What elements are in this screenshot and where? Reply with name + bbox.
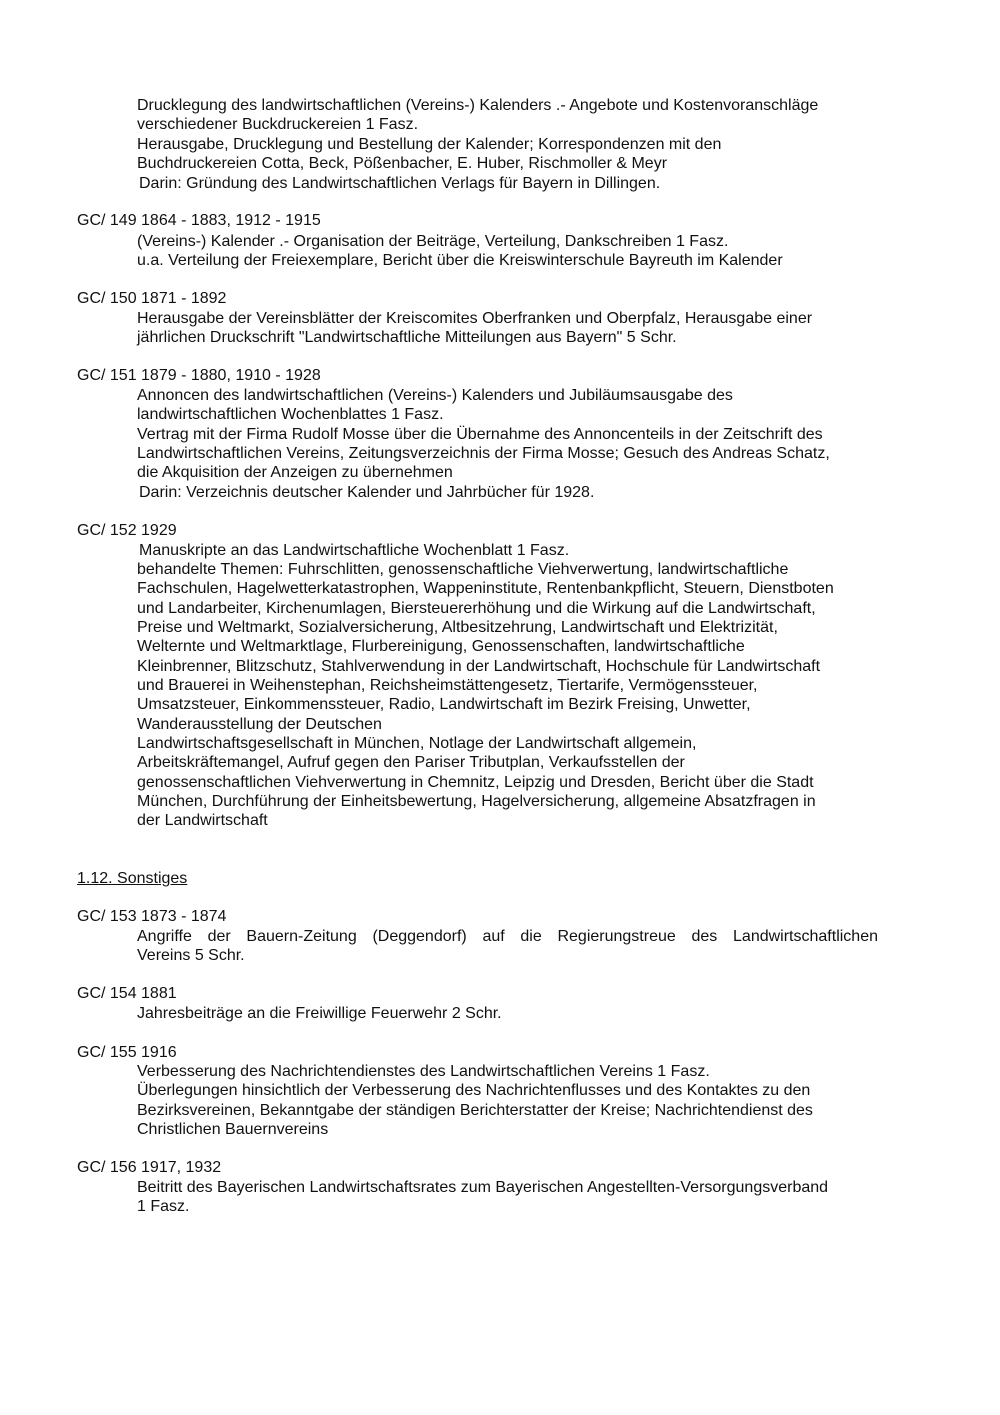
- entry-line: Fachschulen, Hagelwetterkatastrophen, Wappeninstitute, Rentenbankpflicht, Steuern, Dienstboten: [137, 580, 834, 597]
- entry-line: landwirtschaftlichen Wochenblattes 1 Fasz.: [137, 406, 444, 423]
- intro-line: verschiedener Buckdruckereien 1 Fasz.: [137, 116, 419, 133]
- entry-line: Kleinbrenner, Blitzschutz, Stahlverwendung in der Landwirtschaft, Hochschule für Landwirtschaft: [137, 658, 821, 675]
- entry-heading: GC/ 155 1916: [77, 1044, 177, 1061]
- entry-line: 1 Fasz.: [137, 1198, 190, 1215]
- entry-line: Christlichen Bauernvereins: [137, 1121, 329, 1138]
- entry-line: Landwirtschaftlichen Vereins, Zeitungsverzeichnis der Firma Mosse; Gesuch des Andreas Schatz,: [137, 445, 830, 462]
- entry-heading: GC/ 149 1864 - 1883, 1912 - 1915: [77, 212, 321, 229]
- intro-line: Drucklegung des landwirtschaftlichen (Vereins-) Kalenders .- Angebote und Kostenvoranschläge: [137, 97, 819, 114]
- entry-heading: GC/ 151 1879 - 1880, 1910 - 1928: [77, 367, 321, 384]
- entry-line: Preise und Weltmarkt, Sozialversicherung, Altbesitzehrung, Landwirtschaft und Elektrizität,: [137, 619, 778, 636]
- entry-line: genossenschaftlichen Viehverwertung in Chemnitz, Leipzig und Dresden, Bericht über die Stadt: [137, 774, 814, 791]
- entry-line: Darin: Verzeichnis deutscher Kalender und Jahrbücher für 1928.: [139, 484, 595, 501]
- entry-line: der Landwirtschaft: [137, 812, 268, 829]
- entry-line: Arbeitskräftemangel, Aufruf gegen den Pariser Tributplan, Verkaufsstellen der: [137, 754, 685, 771]
- entry-line: Verbesserung des Nachrichtendienstes des Landwirtschaftlichen Vereins 1 Fasz.: [137, 1063, 710, 1080]
- entry-line: Wanderausstellung der Deutschen: [137, 716, 382, 733]
- entry-heading: GC/ 152 1929: [77, 522, 177, 539]
- entry-line: Herausgabe der Vereinsblätter der Kreiscomites Oberfranken und Oberpfalz, Herausgabe einer: [137, 310, 813, 327]
- entry-line: Umsatzsteuer, Einkommenssteuer, Radio, Landwirtschaft im Bezirk Freising, Unwetter,: [137, 696, 751, 713]
- intro-line: Herausgabe, Drucklegung und Bestellung der Kalender; Korrespondenzen mit den: [137, 136, 722, 153]
- section-title: 1.12. Sonstiges: [77, 870, 188, 887]
- entry-line: und Brauerei in Weihenstephan, Reichsheimstättengesetz, Tiertarife, Vermögenssteuer,: [137, 677, 758, 694]
- entry-line: Jahresbeiträge an die Freiwillige Feuerwehr 2 Schr.: [137, 1005, 502, 1022]
- entry-line: die Akquisition der Anzeigen zu übernehmen: [137, 464, 453, 481]
- entry-line: Landwirtschaftsgesellschaft in München, Notlage der Landwirtschaft allgemein,: [137, 735, 697, 752]
- entry-heading: GC/ 156 1917, 1932: [77, 1159, 222, 1176]
- entry-heading: GC/ 153 1873 - 1874: [77, 908, 227, 925]
- entry-line: behandelte Themen: Fuhrschlitten, genossenschaftliche Viehverwertung, landwirtschaftliche: [137, 561, 789, 578]
- entry-line: (Vereins-) Kalender .- Organisation der Beiträge, Verteilung, Dankschreiben 1 Fasz.: [137, 233, 729, 250]
- intro-line: Darin: Gründung des Landwirtschaftlichen Verlags für Bayern in Dillingen.: [139, 175, 661, 192]
- entry-line: u.a. Verteilung der Freiexemplare, Bericht über die Kreiswinterschule Bayreuth im Kalender: [137, 252, 783, 269]
- intro-line: Buchdruckereien Cotta, Beck, Pößenbacher, E. Huber, Rischmoller & Meyr: [137, 155, 668, 172]
- entry-line: Angriffe der Bauern-Zeitung (Deggendorf) auf die Regierungstreue des Landwirtschaftlichen: [137, 928, 878, 945]
- entry-line: jährlichen Druckschrift "Landwirtschaftliche Mitteilungen aus Bayern" 5 Schr.: [137, 329, 677, 346]
- entry-line: Beitritt des Bayerischen Landwirtschaftsrates zum Bayerischen Angestellten-Versorgungsverband: [137, 1179, 829, 1196]
- entry-line: Bezirksvereinen, Bekanntgabe der ständigen Berichterstatter der Kreise; Nachrichtendienst des: [137, 1102, 813, 1119]
- entry-heading: GC/ 150 1871 - 1892: [77, 290, 227, 307]
- entry-line: Überlegungen hinsichtlich der Verbesserung des Nachrichtenflusses und des Kontaktes zu den: [137, 1082, 811, 1099]
- entry-line: Vereins 5 Schr.: [137, 947, 245, 964]
- entry-line: Annoncen des landwirtschaftlichen (Vereins-) Kalenders und Jubiläumsausgabe des: [137, 387, 733, 404]
- entry-line: Manuskripte an das Landwirtschaftliche Wochenblatt 1 Fasz.: [139, 542, 570, 559]
- entry-line: Welternte und Weltmarktlage, Flurbereinigung, Genossenschaften, landwirtschaftliche: [137, 638, 745, 655]
- entry-line: München, Durchführung der Einheitsbewertung, Hagelversicherung, allgemeine Absatzfragen in: [137, 793, 816, 810]
- entry-line: Vertrag mit der Firma Rudolf Mosse über die Übernahme des Annoncenteils in der Zeitschrift des: [137, 426, 823, 443]
- entry-line: und Landarbeiter, Kirchenumlagen, Biersteuererhöhung und die Wirkung auf die Landwirtschaft,: [137, 600, 816, 617]
- entry-heading: GC/ 154 1881: [77, 985, 177, 1002]
